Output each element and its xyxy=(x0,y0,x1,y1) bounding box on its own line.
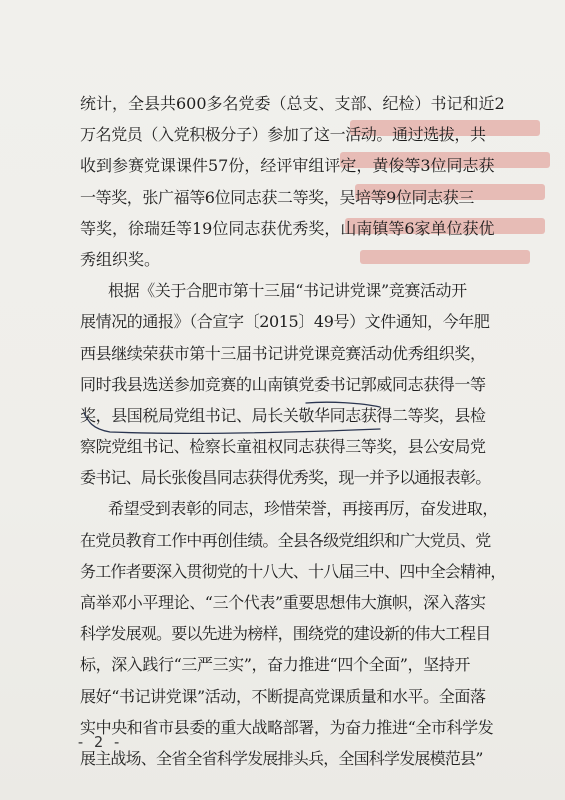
text-line: 展好“书记讲党课”活动，不断提高党课质量和水平。全面落 xyxy=(80,686,486,706)
text-line: 标，深入践行“三严三实”，奋力推进“四个全面”，坚持开 xyxy=(80,655,470,675)
text-line: 在党员教育工作中再创佳绩。全县各级党组织和广大党员、党 xyxy=(80,530,491,550)
text-line: 高举邓小平理论、“三个代表”重要思想伟大旗帜，深入落实 xyxy=(80,593,486,612)
text-line: 奖，县国税局党组书记、局长关敬华同志获得二等奖，县检 xyxy=(80,405,486,425)
text-line: 实中央和省市县委的重大战略部署，为奋力推进“全市科学发 xyxy=(80,717,494,737)
paragraph-first-line: 根据《关于合肥市第十三届“书记讲党课”竞赛活动开 xyxy=(108,281,467,301)
text-line: 展主战场、全省全省科学发展排头兵，全国科学发展模范县” xyxy=(80,748,483,768)
text-line: 万名党员（入党积极分子）参加了这一活动。通过选拔，共 xyxy=(80,125,486,145)
text-line: 秀组织奖。 xyxy=(80,249,161,269)
page-number: - 2 - xyxy=(76,733,122,751)
text-line: 同时我县选送参加竞赛的山南镇党委书记郭威同志获得一等 xyxy=(80,374,486,394)
text-line: 统计，全县共600多名党委（总支、支部、纪检）书记和近2 xyxy=(80,94,505,113)
text-line: 一等奖，张广福等6位同志获二等奖，吴培等9位同志获三 xyxy=(80,187,474,207)
text-line: 务工作者要深入贯彻党的十八大、十八届三中、四中全会精神， xyxy=(80,561,506,581)
paragraph-first-line: 希望受到表彰的同志，珍惜荣誉，再接再厉，奋发进取， xyxy=(108,499,499,519)
text-line: 等奖，徐瑞廷等19位同志获优秀奖，山南镇等6家单位获优 xyxy=(80,218,495,238)
text-line: 西县继续荣获市第十三届书记讲党课竞赛活动优秀组织奖， xyxy=(80,343,486,363)
text-line: 委书记、局长张俊昌同志获得优秀奖，现一并予以通报表彰。 xyxy=(80,468,491,488)
text-line: 收到参赛党课课件57份，经评审组评定，黄俊等3位同志获 xyxy=(80,156,495,176)
document-body xyxy=(80,88,506,774)
text-line: 展情况的通报》（合宣字〔2015〕49号）文件通知，今年肥 xyxy=(80,312,490,332)
text-line: 科学发展观。要以先进为榜样，围绕党的建设新的伟大工程目 xyxy=(80,624,491,644)
text-line: 察院党组书记、检察长童祖权同志获得三等奖，县公安局党 xyxy=(80,437,486,457)
